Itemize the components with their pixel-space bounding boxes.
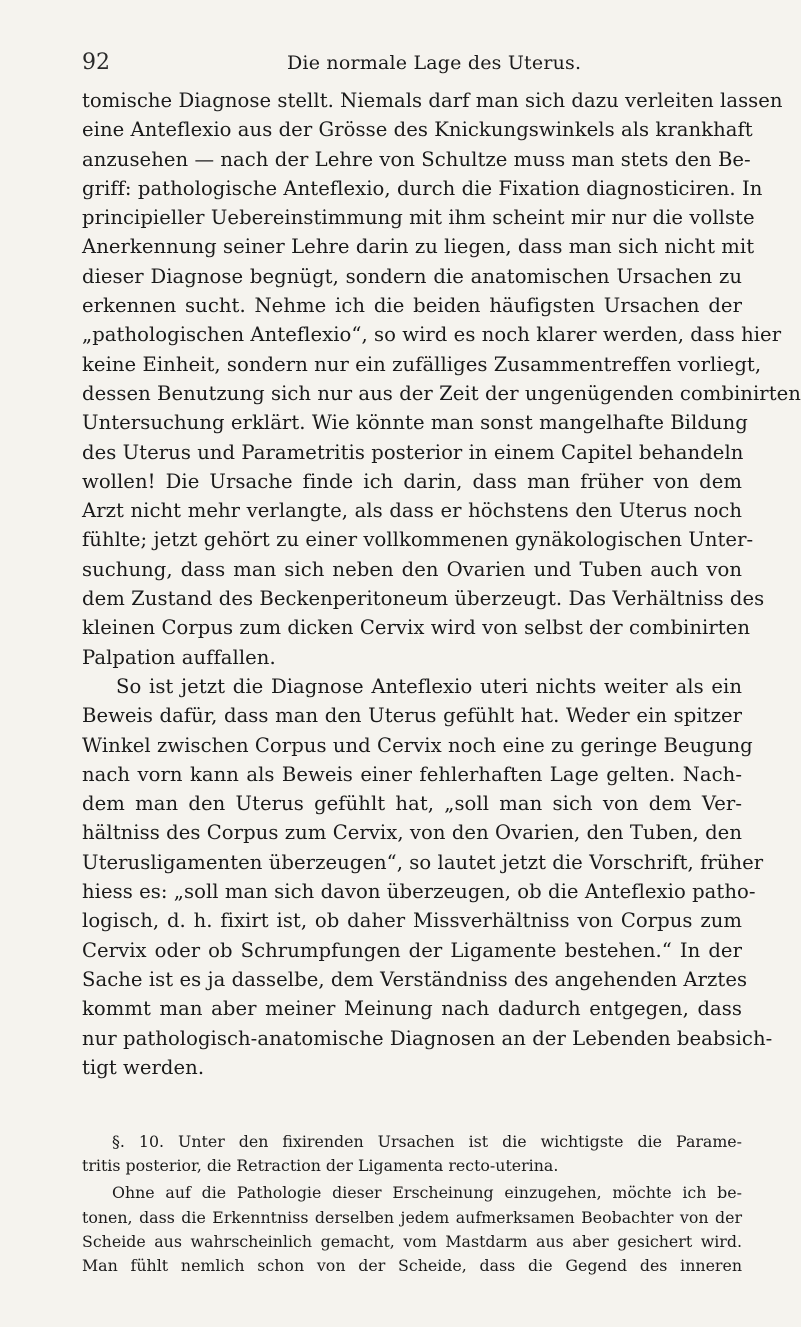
text-line: hältniss des Corpus zum Cervix, von den Ovarien, den Tuben, den (82, 821, 742, 845)
text-line: dem man den Uterus gefühlt hat, „soll man sich von dem Ver- (82, 792, 742, 816)
text-line: nur pathologisch-anatomische Diagnosen an der Lebenden beabsich- (82, 1026, 773, 1050)
text-line: fühlte; jetzt gehört zu einer vollkommenen gynäkologischen Unter- (82, 528, 754, 552)
text-line: kommt man aber meiner Meinung nach dadurch entgegen, dass (82, 997, 742, 1021)
text-line: keine Einheit, sondern nur ein zufälliges Zusammentreffen vorliegt, (82, 352, 762, 376)
section-text-line: Scheide aus wahrscheinlich gemacht, vom Mastdarm aus aber gesichert wird. (82, 1231, 742, 1251)
body-text (82, 86, 801, 1082)
text-line: Uterusligamenten überzeugen“, so lautet jetzt die Vorschrift, früher (82, 850, 764, 874)
text-line: principieller Uebereinstimmung mit ihm scheint mir nur die vollste (82, 206, 755, 230)
text-line: suchung, dass man sich neben den Ovarien und Tuben auch von (82, 557, 742, 581)
page-header (82, 50, 742, 80)
running-title: Die normale Lage des Uterus. (287, 52, 582, 74)
text-line: nach vorn kann als Beweis einer fehlerhaften Lage gelten. Nach- (82, 762, 742, 786)
section-heading-line: tritis posterior, die Retraction der Ligamenta recto-uterina. (82, 1156, 559, 1176)
text-line: „pathologischen Anteflexio“, so wird es noch klarer werden, dass hier (82, 323, 782, 347)
section-10 (82, 1130, 742, 1278)
section-text-line: Ohne auf die Pathologie dieser Erscheinung einzugehen, möchte ich be- (112, 1183, 742, 1203)
text-line: Winkel zwischen Corpus und Cervix noch eine zu geringe Beugung (82, 733, 753, 757)
text-line: wollen! Die Ursache finde ich darin, dass man früher von dem (82, 469, 742, 493)
text-line: hiess es: „soll man sich davon überzeugen, ob die Anteflexio patho- (82, 880, 756, 904)
text-line: dieser Diagnose begnügt, sondern die anatomischen Ursachen zu (82, 264, 742, 288)
text-line: Cervix oder ob Schrumpfungen der Ligamente bestehen.“ In der (82, 938, 742, 962)
text-line: eine Anteflexio aus der Grösse des Knickungswinkels als krankhaft (82, 118, 753, 142)
section-text-line: tonen, dass die Erkenntniss derselben jedem aufmerksamen Beobachter von der (82, 1207, 742, 1227)
text-line: Untersuchung erklärt. Wie könnte man sonst mangelhafte Bildung (82, 411, 748, 435)
page-number: 92 (82, 50, 110, 75)
section-heading-line: §. 10. Unter den fixirenden Ursachen ist die wichtigste die Parame- (112, 1132, 742, 1151)
text-line: So ist jetzt die Diagnose Anteflexio uteri nichts weiter als ein (116, 674, 742, 698)
text-line: dem Zustand des Beckenperitoneum überzeugt. Das Verhältniss des (82, 587, 765, 611)
text-line: Palpation auffallen. (82, 645, 276, 669)
text-line: Anerkennung seiner Lehre darin zu liegen, dass man sich nicht mit (82, 235, 755, 259)
text-line: kleinen Corpus zum dicken Cervix wird von selbst der combinirten (82, 616, 751, 640)
text-line: tomische Diagnose stellt. Niemals darf man sich dazu verleiten lassen (82, 89, 783, 112)
text-line: anzusehen — nach der Lehre von Schultze muss man stets den Be- (82, 147, 751, 171)
text-line: dessen Benutzung sich nur aus der Zeit der ungenügenden combinirten (82, 381, 801, 405)
text-line: des Uterus und Parametritis posterior in einem Capitel behandeln (82, 440, 744, 464)
text-line: Beweis dafür, dass man den Uterus gefühlt hat. Weder ein spitzer (82, 704, 742, 728)
text-line: griff: pathologische Anteflexio, durch die Fixation diagnosticiren. In (82, 176, 763, 200)
text-line: tigt werden. (82, 1055, 205, 1079)
text-line: Arzt nicht mehr verlangte, als dass er höchstens den Uterus noch (82, 499, 742, 523)
section-text-line: Man fühlt nemlich schon von der Scheide, dass die Gegend des inneren (82, 1255, 742, 1275)
text-line: erkennen sucht. Nehme ich die beiden häufigsten Ursachen der (82, 294, 742, 318)
text-line: logisch, d. h. fixirt ist, ob daher Missverhältniss von Corpus zum (82, 909, 742, 933)
text-line: Sache ist es ja dasselbe, dem Verständniss des angehenden Arztes (82, 967, 748, 991)
